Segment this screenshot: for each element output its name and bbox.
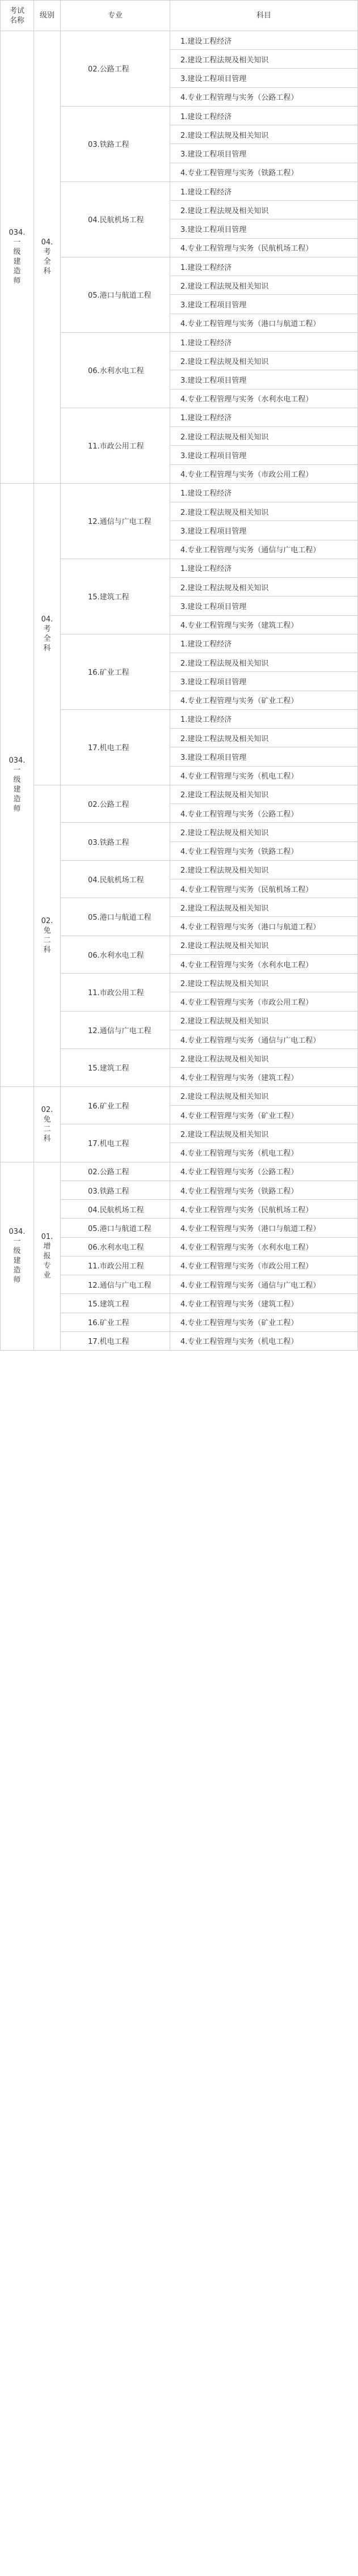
- subject-cell: 4.专业工程管理与实务（民航机场工程）: [170, 239, 358, 257]
- exam-name-cell-label: 034. 一 级 建 造 师: [9, 756, 26, 814]
- major-cell: 12.通信与广电工程: [61, 484, 170, 559]
- level-cell: [34, 484, 61, 785]
- major-cell: 11.市政公用工程: [61, 408, 170, 484]
- level-cell: [34, 785, 61, 1087]
- exam-name-cell: [0, 1162, 34, 1351]
- level-cell: [34, 1162, 61, 1351]
- major-cell: 04.民航机场工程: [61, 861, 170, 898]
- subject-cell: 2.建设工程法规及相关知识: [170, 861, 358, 879]
- subject-cell: 2.建设工程法规及相关知识: [170, 974, 358, 992]
- subject-cell: 1.建设工程经济: [170, 107, 358, 125]
- subject-cell: 4.专业工程管理与实务（港口与航道工程）: [170, 1219, 358, 1237]
- subject-cell: 4.专业工程管理与实务（铁路工程）: [170, 842, 358, 861]
- subject-cell: 3.建设工程项目管理: [170, 219, 358, 238]
- subject-cell: 4.专业工程管理与实务（市政公用工程）: [170, 992, 358, 1011]
- level-cell: [34, 31, 61, 484]
- major-cell: 06.水利水电工程: [61, 936, 170, 974]
- subject-cell: 2.建设工程法规及相关知识: [170, 729, 358, 747]
- subject-cell: 4.专业工程管理与实务（公路工程）: [170, 1162, 358, 1181]
- major-cell: 04.民航机场工程: [61, 1200, 170, 1219]
- header-major: 专业: [61, 0, 170, 31]
- subject-cell: 4.专业工程管理与实务（公路工程）: [170, 88, 358, 107]
- exam-name-cell: [0, 484, 34, 1087]
- subject-cell: 4.专业工程管理与实务（市政公用工程）: [170, 1257, 358, 1275]
- major-cell: 02.公路工程: [61, 1162, 170, 1181]
- major-cell: 05.港口与航道工程: [61, 898, 170, 936]
- header-exam-name: 考试 名称: [0, 0, 34, 31]
- subject-cell: 2.建设工程法规及相关知识: [170, 502, 358, 521]
- subject-cell: 4.专业工程管理与实务（矿业工程）: [170, 1313, 358, 1332]
- level-cell: [34, 1087, 61, 1162]
- subject-cell: 4.专业工程管理与实务（港口与航道工程）: [170, 917, 358, 936]
- exam-name-cell: [0, 1087, 34, 1162]
- header-subjects: 科目: [170, 0, 358, 31]
- exam-name-cell-label: 034. 一 级 建 造 师: [9, 229, 26, 286]
- subject-cell: 4.专业工程管理与实务（水利水电工程）: [170, 390, 358, 408]
- major-cell: 11.市政公用工程: [61, 1257, 170, 1275]
- subject-cell: 3.建设工程项目管理: [170, 69, 358, 87]
- subject-cell: 2.建设工程法规及相关知识: [170, 936, 358, 955]
- subject-cell: 1.建设工程经济: [170, 408, 358, 427]
- subject-cell: 4.专业工程管理与实务（矿业工程）: [170, 691, 358, 710]
- subject-cell: 4.专业工程管理与实务（市政公用工程）: [170, 465, 358, 484]
- subject-cell: 1.建设工程经济: [170, 710, 358, 729]
- subject-cell: 4.专业工程管理与实务（通信与广电工程）: [170, 540, 358, 559]
- subject-cell: 4.专业工程管理与实务（公路工程）: [170, 804, 358, 823]
- subject-cell: 2.建设工程法规及相关知识: [170, 352, 358, 370]
- subject-cell: 2.建设工程法规及相关知识: [170, 785, 358, 804]
- subject-cell: 4.专业工程管理与实务（民航机场工程）: [170, 1200, 358, 1219]
- subject-cell: 4.专业工程管理与实务（机电工程）: [170, 1332, 358, 1351]
- subject-cell: 1.建设工程经济: [170, 333, 358, 352]
- major-cell: 16.矿业工程: [61, 635, 170, 710]
- major-cell: 05.港口与航道工程: [61, 257, 170, 333]
- major-cell: 06.水利水电工程: [61, 1238, 170, 1257]
- major-cell: 15.建筑工程: [61, 1049, 170, 1086]
- exam-name-cell-label: 034. 一 级 建 造 师: [9, 1228, 26, 1285]
- subject-cell: 1.建设工程经济: [170, 484, 358, 502]
- major-cell: 02.公路工程: [61, 785, 170, 823]
- level-cell-label: 04. 考 全 科: [41, 615, 53, 653]
- major-cell: 15.建筑工程: [61, 559, 170, 635]
- major-cell: 17.机电工程: [61, 710, 170, 785]
- subject-cell: 4.专业工程管理与实务（建筑工程）: [170, 1294, 358, 1313]
- subject-cell: 4.专业工程管理与实务（港口与航道工程）: [170, 314, 358, 333]
- subject-cell: 2.建设工程法规及相关知识: [170, 823, 358, 841]
- subject-cell: 4.专业工程管理与实务（建筑工程）: [170, 1068, 358, 1086]
- subject-cell: 2.建设工程法规及相关知识: [170, 898, 358, 917]
- subject-cell: 2.建设工程法规及相关知识: [170, 578, 358, 597]
- subject-cell: 4.专业工程管理与实务（建筑工程）: [170, 616, 358, 635]
- header-level: 级别: [34, 0, 61, 31]
- subject-cell: 2.建设工程法规及相关知识: [170, 1049, 358, 1068]
- subject-cell: 2.建设工程法规及相关知识: [170, 653, 358, 672]
- subject-cell: 3.建设工程项目管理: [170, 521, 358, 540]
- subject-cell: 4.专业工程管理与实务（铁路工程）: [170, 1181, 358, 1200]
- subject-cell: 4.专业工程管理与实务（水利水电工程）: [170, 1238, 358, 1257]
- subject-cell: 1.建设工程经济: [170, 559, 358, 578]
- major-cell: 11.市政公用工程: [61, 974, 170, 1011]
- subject-cell: 2.建设工程法规及相关知识: [170, 125, 358, 144]
- level-cell-label: 02. 免 二 科: [41, 1105, 53, 1143]
- level-cell-label: 02. 免 二 科: [41, 917, 53, 955]
- subject-cell: 1.建设工程经济: [170, 257, 358, 276]
- subject-cell: 4.专业工程管理与实务（民航机场工程）: [170, 879, 358, 898]
- major-cell: 17.机电工程: [61, 1124, 170, 1162]
- major-cell: 03.铁路工程: [61, 107, 170, 182]
- major-cell: 03.铁路工程: [61, 823, 170, 860]
- subject-cell: 2.建设工程法规及相关知识: [170, 1012, 358, 1030]
- subject-cell: 2.建设工程法规及相关知识: [170, 276, 358, 295]
- subject-cell: 4.专业工程管理与实务（水利水电工程）: [170, 955, 358, 974]
- subject-cell: 4.专业工程管理与实务（通信与广电工程）: [170, 1275, 358, 1294]
- exam-name-cell: [0, 31, 34, 484]
- subject-cell: 4.专业工程管理与实务（铁路工程）: [170, 163, 358, 182]
- major-cell: 04.民航机场工程: [61, 182, 170, 257]
- level-cell-label: 04. 考 全 科: [41, 238, 53, 276]
- subject-cell: 4.专业工程管理与实务（机电工程）: [170, 767, 358, 785]
- major-cell: 16.矿业工程: [61, 1087, 170, 1124]
- major-cell: 05.港口与航道工程: [61, 1219, 170, 1237]
- subject-cell: 4.专业工程管理与实务（通信与广电工程）: [170, 1030, 358, 1049]
- level-cell-label: 01. 增 报 专 业: [41, 1232, 53, 1280]
- subject-cell: 2.建设工程法规及相关知识: [170, 427, 358, 446]
- major-cell: 03.铁路工程: [61, 1181, 170, 1200]
- subject-cell: 3.建设工程项目管理: [170, 144, 358, 163]
- subject-cell: 3.建设工程项目管理: [170, 597, 358, 615]
- subject-cell: 1.建设工程经济: [170, 31, 358, 50]
- major-cell: 17.机电工程: [61, 1332, 170, 1351]
- major-cell: 02.公路工程: [61, 31, 170, 107]
- major-cell: 06.水利水电工程: [61, 333, 170, 408]
- major-cell: 12.通信与广电工程: [61, 1275, 170, 1294]
- subject-cell: 3.建设工程项目管理: [170, 446, 358, 464]
- subject-cell: 2.建设工程法规及相关知识: [170, 1124, 358, 1143]
- major-cell: 15.建筑工程: [61, 1294, 170, 1313]
- subject-cell: 1.建设工程经济: [170, 635, 358, 653]
- subject-cell: 3.建设工程项目管理: [170, 747, 358, 766]
- subject-cell: 3.建设工程项目管理: [170, 672, 358, 691]
- major-cell: 16.矿业工程: [61, 1313, 170, 1332]
- subject-cell: 3.建设工程项目管理: [170, 295, 358, 314]
- subject-cell: 2.建设工程法规及相关知识: [170, 201, 358, 219]
- major-cell: 12.通信与广电工程: [61, 1012, 170, 1049]
- subject-cell: 3.建设工程项目管理: [170, 370, 358, 389]
- subject-cell: 2.建设工程法规及相关知识: [170, 1087, 358, 1106]
- subject-cell: 4.专业工程管理与实务（矿业工程）: [170, 1106, 358, 1124]
- subject-cell: 2.建设工程法规及相关知识: [170, 50, 358, 69]
- subject-cell: 1.建设工程经济: [170, 182, 358, 201]
- subject-cell: 4.专业工程管理与实务（机电工程）: [170, 1143, 358, 1162]
